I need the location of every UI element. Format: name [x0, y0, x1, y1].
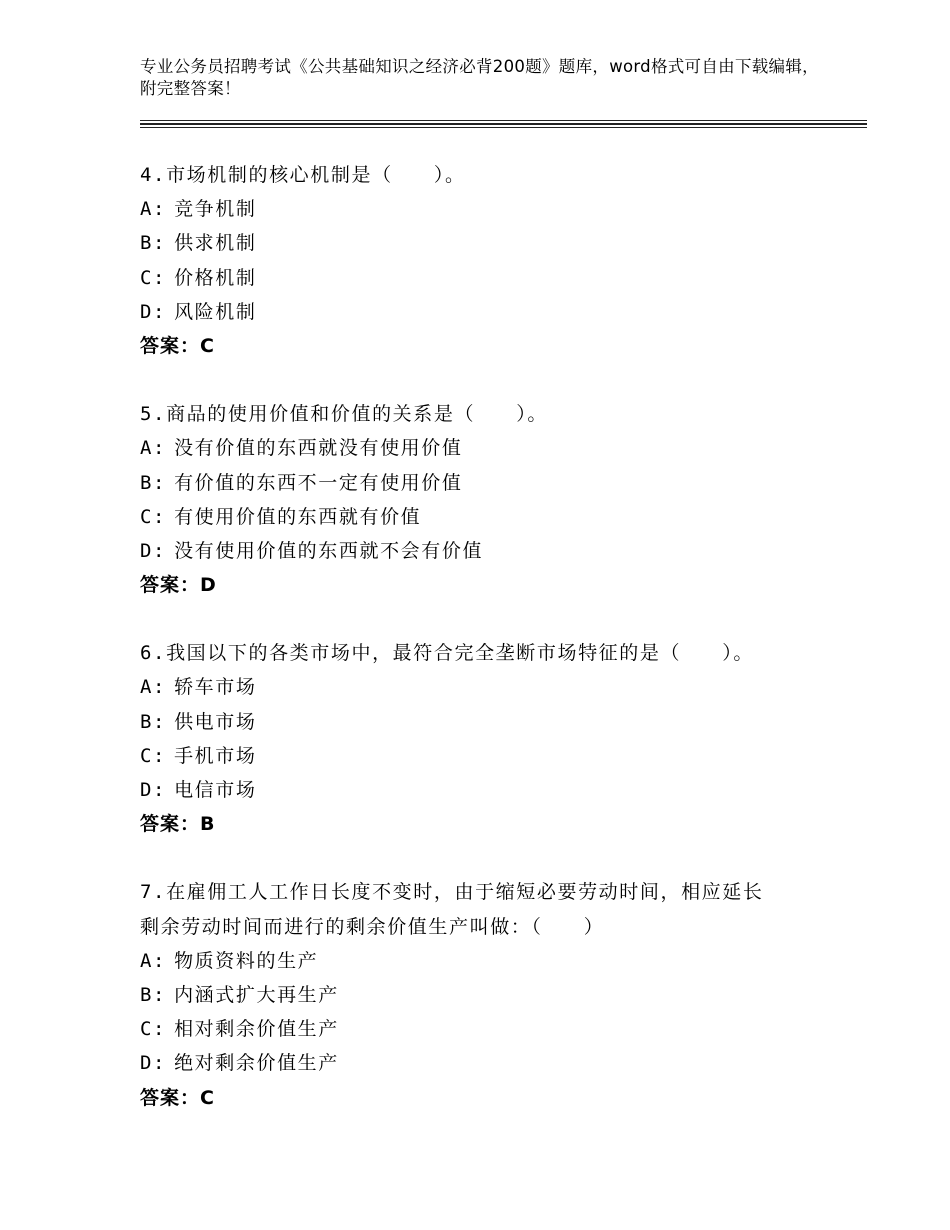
option-c — [140, 1012, 840, 1046]
option-key: B: — [140, 471, 167, 494]
question-4 — [140, 158, 840, 363]
option-key: D: — [140, 539, 167, 562]
option-key: D: — [140, 300, 167, 323]
question-stem: 6.我国以下的各类市场中，最符合完全垄断市场特征的是（ ）。 — [140, 642, 754, 665]
option-text: 内涵式扩大再生产 — [174, 983, 339, 1006]
answer-line: 答案：C — [140, 334, 215, 357]
option-c — [140, 261, 840, 295]
option-key: A: — [140, 949, 167, 972]
divider-line — [140, 123, 867, 125]
option-text: 竞争机制 — [174, 198, 257, 221]
option-key: C: — [140, 505, 167, 528]
option-text: 电信市场 — [174, 779, 257, 801]
question-6 — [140, 636, 840, 841]
divider-line — [140, 127, 867, 128]
question-5 — [140, 397, 840, 602]
option-b — [140, 978, 840, 1012]
answer-line: 答案：C — [140, 1086, 215, 1109]
option-b — [140, 705, 840, 739]
option-key: A: — [140, 198, 167, 221]
question-list — [140, 158, 840, 1149]
option-text: 手机市场 — [174, 744, 257, 767]
option-key: D: — [140, 779, 167, 801]
header-divider — [140, 120, 867, 130]
option-c — [140, 739, 840, 773]
option-d — [140, 773, 840, 807]
option-key: B: — [140, 710, 167, 733]
option-b — [140, 226, 840, 260]
option-b — [140, 466, 840, 500]
option-text: 没有使用价值的东西就不会有价值 — [174, 539, 484, 562]
option-a — [140, 431, 840, 465]
document-header: 专业公务员招聘考试《公共基础知识之经济必背200题》题库，word格式可自由下载编辑，附完整答案！ — [140, 57, 819, 98]
option-text: 价格机制 — [174, 266, 257, 289]
question-stem: 5.商品的使用价值和价值的关系是（ ）。 — [140, 403, 548, 426]
option-d — [140, 295, 840, 329]
option-text: 供电市场 — [174, 710, 257, 733]
option-text: 风险机制 — [174, 300, 257, 323]
question-stem-line-2: 剩余劳动时间而进行的剩余价值生产叫做：（ ） — [140, 915, 605, 938]
option-text: 供求机制 — [174, 232, 257, 255]
option-text: 绝对剩余价值生产 — [174, 1052, 339, 1075]
option-c — [140, 500, 840, 534]
divider-line — [140, 120, 867, 121]
option-a — [140, 192, 840, 226]
option-text: 物质资料的生产 — [174, 949, 319, 972]
answer-line: 答案：B — [140, 813, 216, 836]
option-a — [140, 944, 840, 978]
question-7 — [140, 875, 840, 1114]
option-a — [140, 670, 840, 704]
option-key: B: — [140, 983, 167, 1006]
option-key: A: — [140, 437, 167, 460]
option-key: C: — [140, 1018, 167, 1041]
option-text: 有使用价值的东西就有价值 — [174, 505, 422, 528]
option-key: C: — [140, 266, 167, 289]
option-text: 没有价值的东西就没有使用价值 — [174, 437, 463, 460]
option-text: 轿车市场 — [174, 676, 257, 699]
question-stem-line-1: 7.在雇佣工人工作日长度不变时，由于缩短必要劳动时间，相应延长 — [140, 881, 764, 904]
option-d — [140, 534, 840, 568]
option-key: D: — [140, 1052, 167, 1075]
question-stem: 4.市场机制的核心机制是（ ）。 — [140, 164, 466, 186]
option-key: B: — [140, 232, 167, 255]
option-d — [140, 1046, 840, 1080]
answer-line: 答案：D — [140, 574, 217, 597]
option-text: 相对剩余价值生产 — [174, 1018, 339, 1041]
option-key: A: — [140, 676, 167, 699]
option-key: C: — [140, 744, 167, 767]
option-text: 有价值的东西不一定有使用价值 — [174, 471, 463, 494]
